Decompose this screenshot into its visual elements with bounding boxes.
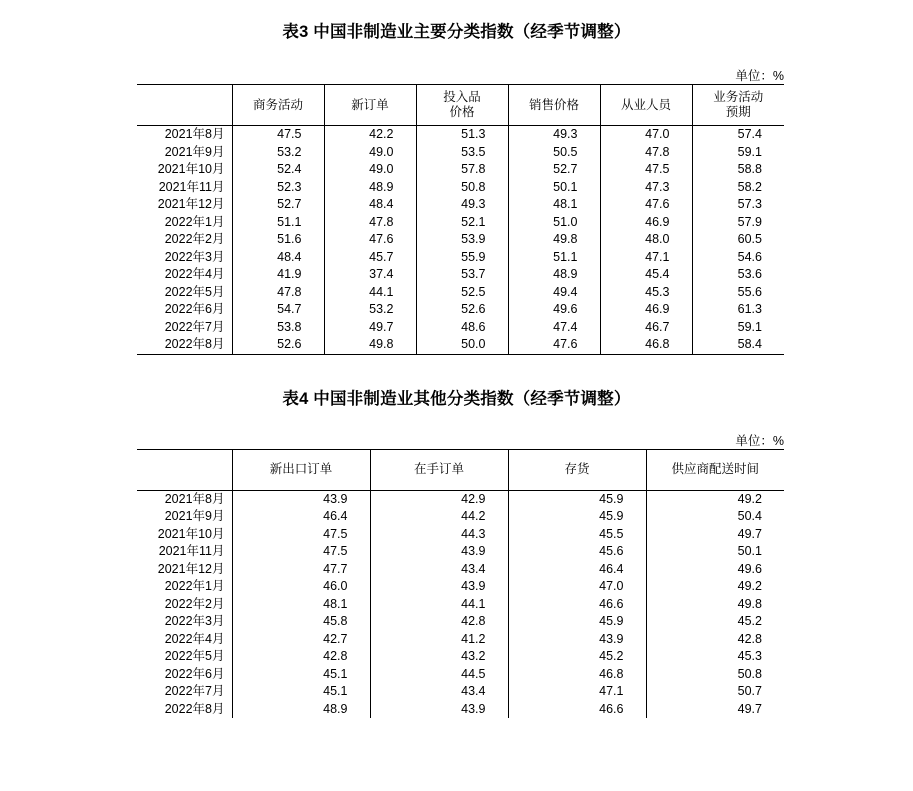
row-label: 2022年7月 <box>164 319 225 334</box>
table3-header-label-5: 从业人员 <box>620 97 671 112</box>
row-value: 50.8 <box>416 179 508 197</box>
row-value: 57.3 <box>692 196 784 214</box>
table4-header-cell-3 <box>508 449 646 490</box>
row-value: 49.4 <box>508 284 600 302</box>
row-value: 47.6 <box>324 231 416 249</box>
row-value: 46.7 <box>600 319 692 337</box>
row-label: 2022年5月 <box>164 284 225 299</box>
row-value: 57.4 <box>692 126 784 144</box>
row-value: 50.7 <box>646 683 784 701</box>
table-row <box>137 526 784 544</box>
row-value: 47.8 <box>600 144 692 162</box>
row-value: 46.8 <box>508 666 646 684</box>
row-value: 42.7 <box>232 631 370 649</box>
row-value: 42.8 <box>646 631 784 649</box>
row-value: 37.4 <box>324 266 416 284</box>
row-value: 43.9 <box>370 701 508 719</box>
row-label: 2022年1月 <box>164 214 225 229</box>
row-label: 2021年8月 <box>164 127 225 141</box>
table3-header-label-6b: 预期 <box>725 105 751 119</box>
row-value: 51.1 <box>508 249 600 267</box>
row-label: 2022年8月 <box>164 701 225 716</box>
row-value: 50.0 <box>416 336 508 354</box>
row-value: 49.0 <box>324 161 416 179</box>
row-value: 53.6 <box>692 266 784 284</box>
table-row <box>137 249 784 267</box>
row-value: 43.4 <box>370 561 508 579</box>
row-label: 2022年8月 <box>137 336 232 354</box>
table-row <box>137 301 784 319</box>
table4-header-label-3: 存货 <box>564 462 590 476</box>
row-value: 43.4 <box>370 683 508 701</box>
row-value: 46.9 <box>600 214 692 232</box>
row-value: 52.3 <box>232 179 324 197</box>
row-label: 2021年10月 <box>157 162 225 176</box>
table3-header-cell-5 <box>600 85 692 126</box>
row-label: 2021年9月 <box>164 144 225 159</box>
row-label: 2021年9月 <box>164 509 225 523</box>
row-value: 58.2 <box>692 179 784 197</box>
row-value: 49.8 <box>646 596 784 614</box>
row-value: 49.2 <box>646 490 784 508</box>
row-value: 46.6 <box>508 596 646 614</box>
row-value: 48.9 <box>324 179 416 197</box>
row-label: 2022年6月 <box>164 666 225 681</box>
row-value: 45.7 <box>324 249 416 267</box>
table-row <box>137 179 784 197</box>
table-row <box>137 631 784 649</box>
table3-header-cell-4 <box>508 85 600 126</box>
row-value: 49.8 <box>324 336 416 354</box>
row-value: 48.6 <box>416 319 508 337</box>
row-value: 45.2 <box>646 613 784 631</box>
row-value: 47.5 <box>232 543 370 561</box>
row-label: 2022年4月 <box>164 267 225 281</box>
table3-header-row <box>137 85 784 126</box>
table-row <box>137 596 784 614</box>
row-value: 46.0 <box>232 578 370 596</box>
row-value: 43.2 <box>370 648 508 666</box>
row-value: 50.5 <box>508 144 600 162</box>
table3-header-label-2: 新订单 <box>351 97 389 112</box>
row-value: 53.2 <box>232 144 324 162</box>
row-value: 47.5 <box>600 161 692 179</box>
row-value: 47.1 <box>508 683 646 701</box>
table3-header-label-1: 商务活动 <box>252 97 303 112</box>
row-value: 44.1 <box>324 284 416 302</box>
row-value: 42.9 <box>370 490 508 508</box>
table3 <box>137 84 784 355</box>
table-row <box>137 161 784 179</box>
row-value: 43.9 <box>370 543 508 561</box>
table4-unit-label: 单位：% <box>735 433 784 448</box>
row-value: 48.4 <box>232 249 324 267</box>
row-value: 49.2 <box>646 578 784 596</box>
row-value: 41.9 <box>232 266 324 284</box>
row-label: 2022年2月 <box>164 232 225 246</box>
row-label: 2022年4月 <box>164 631 225 646</box>
table-row <box>137 284 784 302</box>
table-row <box>137 490 784 508</box>
row-value: 45.8 <box>232 613 370 631</box>
row-value: 43.9 <box>232 490 370 508</box>
table-row <box>137 701 784 719</box>
table3-title: 表3 中国非制造业主要分类指数（经季节调整） <box>282 23 631 41</box>
table-row <box>137 126 784 144</box>
table-row <box>137 613 784 631</box>
row-value: 61.3 <box>692 301 784 319</box>
table3-header-cell-2 <box>324 85 416 126</box>
row-value: 58.8 <box>692 161 784 179</box>
row-value: 48.0 <box>600 231 692 249</box>
row-value: 49.0 <box>324 144 416 162</box>
row-value: 43.9 <box>370 578 508 596</box>
table4-header-cell-4 <box>646 449 784 490</box>
table-row <box>137 666 784 684</box>
table-row <box>137 561 784 579</box>
row-value: 48.4 <box>324 196 416 214</box>
table3-header-label-6a: 业务活动 <box>713 90 764 104</box>
row-value: 49.3 <box>416 196 508 214</box>
row-value: 49.7 <box>646 526 784 544</box>
row-value: 50.8 <box>646 666 784 684</box>
row-value: 45.2 <box>508 648 646 666</box>
row-value: 54.7 <box>232 301 324 319</box>
row-value: 52.6 <box>232 336 324 354</box>
row-value: 53.5 <box>416 144 508 162</box>
row-value: 45.9 <box>508 490 646 508</box>
row-label: 2022年2月 <box>164 596 225 611</box>
row-value: 59.1 <box>692 144 784 162</box>
table4-header-row <box>137 449 784 490</box>
row-value: 60.5 <box>692 231 784 249</box>
table-row <box>137 196 784 214</box>
row-label: 2022年6月 <box>164 302 225 316</box>
row-value: 45.1 <box>232 666 370 684</box>
row-value: 45.4 <box>600 266 692 284</box>
row-value: 46.9 <box>600 301 692 319</box>
table4-header-label-4: 供应商配送时间 <box>671 462 759 476</box>
table3-section <box>0 18 913 355</box>
row-label: 2022年1月 <box>164 579 225 593</box>
row-value: 52.6 <box>416 301 508 319</box>
table3-header-label-3b: 价格 <box>449 105 475 119</box>
row-value: 51.3 <box>416 126 508 144</box>
table4-header-label-1: 新出口订单 <box>269 462 333 476</box>
table4-section <box>0 385 913 719</box>
row-label: 2021年12月 <box>157 197 225 211</box>
document-page <box>0 18 913 791</box>
table-row <box>137 543 784 561</box>
table4-header-cell-2 <box>370 449 508 490</box>
row-value: 49.7 <box>324 319 416 337</box>
table3-header-label-4: 销售价格 <box>528 97 579 112</box>
row-value: 47.6 <box>600 196 692 214</box>
table-row <box>137 319 784 337</box>
row-value: 50.1 <box>508 179 600 197</box>
row-value: 51.6 <box>232 231 324 249</box>
table-row <box>137 508 784 526</box>
row-value: 45.9 <box>508 508 646 526</box>
row-value: 45.5 <box>508 526 646 544</box>
row-value: 44.1 <box>370 596 508 614</box>
row-value: 51.1 <box>232 214 324 232</box>
row-label: 2021年11月 <box>158 179 225 194</box>
row-value: 47.5 <box>232 126 324 144</box>
table-row <box>137 266 784 284</box>
row-value: 58.4 <box>692 336 784 354</box>
table-row <box>137 214 784 232</box>
row-value: 44.5 <box>370 666 508 684</box>
row-value: 45.6 <box>508 543 646 561</box>
row-value: 52.5 <box>416 284 508 302</box>
row-value: 47.6 <box>508 336 600 354</box>
row-value: 44.3 <box>370 526 508 544</box>
row-value: 49.6 <box>508 301 600 319</box>
row-value: 53.8 <box>232 319 324 337</box>
table4 <box>137 449 784 719</box>
row-value: 49.7 <box>646 701 784 719</box>
row-value: 52.7 <box>508 161 600 179</box>
row-value: 57.9 <box>692 214 784 232</box>
row-value: 55.9 <box>416 249 508 267</box>
row-value: 47.0 <box>600 126 692 144</box>
row-value: 44.2 <box>370 508 508 526</box>
row-value: 46.8 <box>600 336 692 354</box>
row-value: 53.2 <box>324 301 416 319</box>
row-label: 2021年12月 <box>157 561 225 576</box>
row-value: 47.7 <box>232 561 370 579</box>
table4-header-label-2: 在手订单 <box>413 462 464 476</box>
table-row <box>137 144 784 162</box>
row-value: 46.4 <box>508 561 646 579</box>
row-value: 47.0 <box>508 578 646 596</box>
table4-header-cell-0 <box>137 449 232 490</box>
table3-header-cell-3 <box>416 85 508 126</box>
row-value: 49.8 <box>508 231 600 249</box>
table3-header-cell-6 <box>692 85 784 126</box>
row-value: 41.2 <box>370 631 508 649</box>
row-value: 48.1 <box>508 196 600 214</box>
row-value: 55.6 <box>692 284 784 302</box>
row-value: 52.4 <box>232 161 324 179</box>
row-label: 2022年3月 <box>164 249 225 264</box>
row-value: 42.8 <box>232 648 370 666</box>
row-value: 49.3 <box>508 126 600 144</box>
table-row <box>137 336 784 354</box>
row-value: 46.4 <box>232 508 370 526</box>
row-label: 2021年8月 <box>164 491 225 506</box>
row-value: 43.9 <box>508 631 646 649</box>
table4-header-cell-1 <box>232 449 370 490</box>
table3-unit-label: 单位：% <box>735 69 784 83</box>
table3-header-cell-1 <box>232 85 324 126</box>
row-value: 42.2 <box>324 126 416 144</box>
row-label: 2021年11月 <box>158 544 225 558</box>
row-value: 54.6 <box>692 249 784 267</box>
row-value: 48.9 <box>508 266 600 284</box>
row-value: 57.8 <box>416 161 508 179</box>
row-value: 47.8 <box>324 214 416 232</box>
row-value: 47.4 <box>508 319 600 337</box>
table3-header-label-3a: 投入品 <box>443 90 481 104</box>
row-value: 51.0 <box>508 214 600 232</box>
row-value: 49.6 <box>646 561 784 579</box>
row-value: 45.3 <box>646 648 784 666</box>
row-value: 45.1 <box>232 683 370 701</box>
row-value: 47.3 <box>600 179 692 197</box>
row-value: 46.6 <box>508 701 646 719</box>
table-row <box>137 578 784 596</box>
row-label: 2022年7月 <box>164 684 225 698</box>
row-value: 47.1 <box>600 249 692 267</box>
row-label: 2022年3月 <box>164 614 225 628</box>
row-value: 45.3 <box>600 284 692 302</box>
row-value: 47.5 <box>232 526 370 544</box>
row-value: 47.8 <box>232 284 324 302</box>
table4-title: 表4 中国非制造业其他分类指数（经季节调整） <box>282 389 631 408</box>
table-row <box>137 683 784 701</box>
table-row <box>137 231 784 249</box>
row-value: 42.8 <box>370 613 508 631</box>
row-value: 53.9 <box>416 231 508 249</box>
row-value: 45.9 <box>508 613 646 631</box>
row-value: 53.7 <box>416 266 508 284</box>
row-label: 2021年10月 <box>157 526 225 541</box>
row-label: 2022年5月 <box>164 649 225 663</box>
table-row <box>137 648 784 666</box>
row-value: 52.7 <box>232 196 324 214</box>
table3-header-cell-0 <box>137 85 232 126</box>
row-value: 50.4 <box>646 508 784 526</box>
row-value: 50.1 <box>646 543 784 561</box>
row-value: 52.1 <box>416 214 508 232</box>
row-value: 48.1 <box>232 596 370 614</box>
row-value: 48.9 <box>232 701 370 719</box>
row-value: 59.1 <box>692 319 784 337</box>
